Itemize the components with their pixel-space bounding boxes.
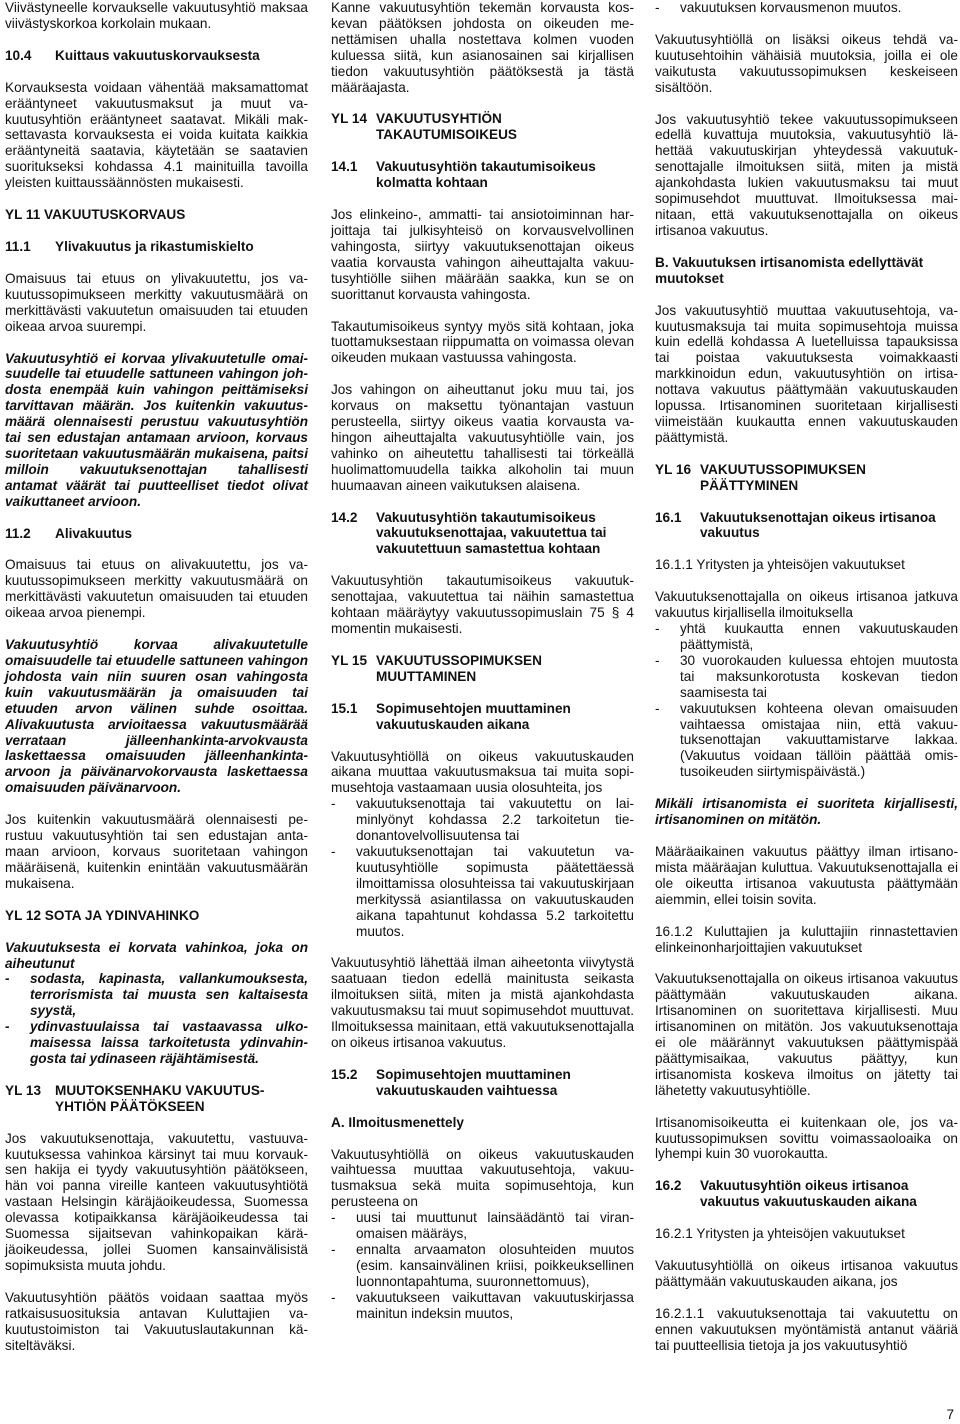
section-number: 11.2 [5,525,31,541]
list-item: - vakuutuksenottaja tai vakuutettu on laiminlyönyt kohdassa 2.2 tarkoitetun tiedonantovelvollisuutensa tai [331,796,634,844]
section-title: Vakuutusyhtiön takautumisoikeus kolmatta kohtaan [376,159,596,191]
paragraph: Omaisuus tai etuus on alivakuutettu, jos vakuutussopimukseen merkitty vakuutusmäärä on merkittävästi vakuutetun omaisuuden tai etuuden oikeaa arvoa pienempi. [5,557,308,621]
section-title: Vakuutuksenottajan oikeus irtisanoa vakuutus [700,509,936,541]
section-title: Sopimusehtojen muuttaminen vakuutuskauden aikana [376,700,571,732]
list-item: - ydinvastuulaissa tai vastaavassa ulkomaisessa laissa tarkoitetusta ydinvahingosta tai ydinaseen räjähtämisestä. [5,1019,308,1066]
list-item: - vakuutuksen kohteena olevan omaisuuden vaihtaessa omistajaa niin, että vakuutuksenottajan vakuuttamistarve lakkaa. (Vakuutus voidaan tällöin päättää omistusoikeuden siirtymispäivästä.) [655,700,958,780]
bullet-list [331,796,634,939]
subsection-label: 16.1.1 Yritysten ja yhteisöjen vakuutukset [655,557,905,573]
paragraph: Vakuutuksenottajalla on oikeus irtisanoa jatkuva vakuutus kirjallisella ilmoituksella [655,589,958,621]
bullet-list [655,621,958,780]
paragraph-emphasis: Vakuutusyhtiö ei korvaa ylivakuutetulle omaisuudelle tai etuudelle sattuneen vahingon johdosta enempää kuin vahingon peittämiseksi tarvittavan määrän. Jos kuitenkin vakuutusmäärä olennaisesti perustuu vakuutusyhtiön tai sen edustajan antamaan arvioon, korvaus suoritetaan vakuutusmäärän mukaisena, paitsi milloin vakuutuksenottajan tahallisesti antamat väärät tai puutteelliset tiedot olivat vaikuttaneet arvioon. [5,350,308,509]
paragraph: Jos elinkeino-, ammatti- tai ansiotoiminnan harjoittaja tai julkisyhteisö on korvausvelvollinen vahingosta, siirtyy vakuutuksenottajan oikeus vaatia korvausta vahingon aiheuttajalta vakuutusyhtiölle siihen määrään saakka, kun se on suorittanut korvausta vahingosta. [331,207,634,302]
section-heading-yl14 [331,111,634,143]
section-heading-14-2 [331,510,634,558]
list-item: - uusi tai muuttunut lainsäädäntö tai viranomaisen määräys, [331,1210,634,1242]
section-title: Kuittaus vakuutuskorvauksesta [55,47,260,63]
list-item: - ennalta arvaamaton olosuhteiden muutos (esim. kansainvälinen kriisi, poikkeuksellinen luonnontapahtuma, suuronnettomuus), [331,1242,634,1289]
section-title: VAKUUTUSYHTIÖN TAKAUTUMISOIKEUS [376,111,517,143]
section-heading-15-1 [331,701,634,733]
section-number: 15.1 [331,700,358,716]
paragraph: Vakuutuksenottajalla on oikeus irtisanoa vakuutus päättymään vakuutuskauden aikana. Irtisanominen on suoritettava kirjallisesti. Muu irtisanominen on mitätön. Jos vakuutuksenottaja ei ole määrännyt vakuutuksen päättymispää päättymisaikaa, vakuutus päättyy, kun irtisanomista koskeva ilmoitus on jätetty tai lähetetty vakuutusyhtiölle. [655,971,958,1098]
section-heading-15-2 [331,1067,634,1099]
bullet-list [655,0,958,16]
section-title: Ylivakuutus ja rikastumiskielto [55,238,254,254]
paragraph: Jos vakuutusyhtiö muuttaa vakuutusehtoja, vakuutusmaksuja tai muita sopimusehtoja muissa kuin edellä kohdassa A luetelluissa tapauksissa tai poistaa vakuutuksesta voimakkaasti markkinoidun edun, vakuutusyhtiön on irtisanottava vakuutus päättymään vakuutuskauden lopussa. Irtisanominen suoritetaan kirjallisesti viimeistään kuukautta ennen vakuutuskauden päättymistä. [655,302,958,445]
section-number: YL 13 [5,1082,42,1098]
section-title: YL 11 VAKUUTUSKORVAUS [5,207,186,223]
section-title: Vakuutusyhtiön takautumisoikeus vakuutuksenottajaa, vakuutettua tai vakuutettuun samastettua kohtaan [376,509,607,557]
paragraph: Kanne vakuutusyhtiön tekemän korvausta koskevan päätöksen johdosta on oikeuden menettämisen uhalla nostettava kolmen vuoden kuluessa siitä, kun asianosainen sai kirjallisen tiedon vakuutusyhtiön päätöksestä ja tästä määräajasta. [331,0,634,95]
section-number: 14.1 [331,159,358,175]
paragraph-emphasis: Vakuutuksesta ei korvata vahinkoa, joka on aiheutunut [5,939,308,971]
section-title: Alivakuutus [55,525,133,541]
page-number: 7 [946,1407,954,1422]
paragraph: Vakuutusyhtiöllä on oikeus vakuutuskauden aikana muuttaa vakuutusmaksua tai muita sopimusehtoja vastaamaan uusia olosuhteita, jos [331,748,634,796]
subsection-label: 16.2.1 Yritysten ja yhteisöjen vakuutukset [655,1226,905,1242]
paragraph: Jos kuitenkin vakuutusmäärä olennaisesti perustuu vakuutusyhtiön tai sen edustajan antamaan arvioon, korvaus suoritetaan vahingon määräisenä, kuitenkin enintään vakuutusmäärän mukaisena. [5,812,308,891]
paragraph: Määräaikainen vakuutus päättyy ilman irtisanomista määräajan kuluttua. Vakuutuksenottajalla ei ole oikeutta irtisanoa vakuutusta päättymään aiemmin, ellei toisin sovita. [655,843,958,907]
section-title: VAKUUTUSSOPIMUKSEN PÄÄTTYMINEN [700,461,866,493]
paragraph: Vakuutusyhtiön takautumisoikeus vakuutuksenottajaa, vakuutettua tai näihin samastettua kohtaan määräytyy vakuutussopimuslain 75 § 4 momentin mukaisesti. [331,573,634,636]
paragraph: Korvauksesta voidaan vähentää maksamattomat erääntyneet vakuutusmaksut ja muut vakuutusyhtiön erääntyneet saatavat. Mikäli maksettavasta korvauksesta ei voida kuitata kaikkia erääntyneitä saatavia, käytetään se saatavien suoritukseksi kohdassa 4.1 mainituilla tavoilla yleisten kuittaussäännösten mukaisesti. [5,79,308,191]
paragraph: Vakuutusyhtiön päätös voidaan saattaa myös ratkaisusuosituksia antavan Kuluttajien vakuutustoimiston tai Vakuutuslautakunnan käsiteltäväksi. [5,1289,308,1353]
paragraph-emphasis: Mikäli irtisanomista ei suoriteta kirjallisesti, irtisanominen on mitätön. [655,796,958,828]
list-item: - vakuutukseen vaikuttavan vakuutuskirjassa mainitun indeksin muutos, [331,1289,634,1321]
list-item: - vakuutuksenottajan tai vakuutetun vakuutusyhtiölle sopimusta päätettäessä ilmoittamissa olosuhteissa tai vakuutuskirjaan merkityssä asiantilassa on vakuutuskauden aikana tapahtunut kohdassa 5.2 tarkoitettu muutos. [331,843,634,939]
paragraph: Omaisuus tai etuus on ylivakuutettu, jos vakuutussopimukseen merkitty vakuutusmäärä on merkittävästi vakuutetun omaisuuden tai etuuden oikeaa arvoa suurempi. [5,270,308,334]
paragraph: Jos vakuutusyhtiö tekee vakuutussopimukseen edellä kuvattuja muutoksia, vakuutusyhtiö lähettää vakuutuskirjan yhteydessä vakuutuksenottajalle ilmoituksen siitä, miten ja mistä ajankohdasta lukien vakuutusmaksu tai muut sopimusehdot muuttuvat. Ilmoituksessa mainitaan, että vakuutuksenottajalla on oikeus irtisanoa vakuutus. [655,111,958,238]
section-number: 15.2 [331,1066,358,1082]
paragraph-emphasis: Vakuutusyhtiö korvaa alivakuutetulle omaisuudelle tai etuudelle sattuneen vahingon johdosta vain niin suuren osan vahingosta kuin vakuutusmäärän ja omaisuuden tai etuuden arvon välinen suhde osoittaa. Alivakuutusta arvioitaessa vakuutusmäärää verrataan jälleenhankinta-arvokvausta laskettaessa omaisuuden jälleenhankinta-arvoon ja päivänarvokorvausta laskettaessa omaisuuden päivänarvoon. [5,637,308,796]
section-title: MUUTOKSENHAKU VAKUUTUSYHTIÖN PÄÄTÖKSEEN [55,1082,265,1114]
list-item: - vakuutuksen korvausmenon muutos. [655,0,902,15]
paragraph: Jos vahingon on aiheuttanut joku muu tai, jos korvaus on maksettu työnantajan vastuun perusteella, siirtyy oikeus vaatia korvausta vahingon aiheuttajalta vakuutusyhtiölle vain, jos vahinko on aiheutettu tahallisesti tai törkeällä huolimattomuudella taikka alkoholin tai muun huumaavan aineen vaikutuksen alaisena. [331,382,634,493]
section-number: YL 15 [331,652,368,668]
paragraph: Vakuutusyhtiöllä on oikeus irtisanoa vakuutus päättymään vakuutuskauden aikana, jos [655,1258,958,1289]
paragraph: Viivästyneelle korvaukselle vakuutusyhtiö maksaa viivästyskorkoa korkolain mukaan. [5,0,308,31]
list-item: - yhtä kuukautta ennen vakuutuskauden päättymistä, [655,621,958,652]
paragraph: Vakuutusyhtiöllä on lisäksi oikeus tehdä vakuutusehtoihin vähäisiä muutoksia, joilla ei ole vaikutusta vakuutussopimuksen keskeiseen sisältöön. [655,31,958,95]
section-heading-yl15 [331,653,634,685]
section-number: 11.1 [5,238,31,254]
section-heading-yl16 [655,462,958,494]
section-title: Vakuutusyhtiön oikeus irtisanoa vakuutus vakuutuskauden aikana [700,1178,917,1210]
section-number: YL 16 [655,461,692,477]
list-item: - sodasta, kapinasta, vallankumouksesta, terrorismista tai muusta sen kaltaisesta syystä, [5,971,308,1019]
section-heading-14-1 [331,159,634,191]
paragraph: Vakuutusyhtiö lähettää ilman aiheetonta viivytystä saatuaan tiedon edellä mainitusta seikasta ilmoituksen siitä, miten ja mistä ajankohdasta vakuutusmaksu tai muut sopimusehdot muuttuvat. Ilmoituksessa mainitaan, että vakuutuksenottajalla on oikeus irtisanoa vakuutus. [331,955,634,1050]
section-title: Sopimusehtojen muuttaminen vakuutuskauden vaihtuessa [376,1066,571,1098]
section-number: 10.4 [5,47,32,63]
section-heading-yl11 [5,207,308,223]
column-3 [655,0,958,1370]
bullet-list [5,971,308,1066]
section-heading-11-1 [5,239,308,255]
paragraph: 16.2.1.1 vakuutuksenottaja tai vakuutettu on ennen vakuutuksen myöntämistä antanut vääriä tai puutteellisia tietoja ja jos vakuutusyhtiö [655,1305,958,1353]
section-number: 16.1 [655,509,682,525]
section-number: YL 14 [331,111,368,127]
column-2 [331,0,634,1338]
paragraph: Irtisanomisoikeutta ei kuitenkaan ole, jos vakuutussopimuksen sovittu voimassaoloaika on lyhempi kuin 30 vuorokautta. [655,1114,958,1162]
section-heading-yl12 [5,908,308,924]
section-title: B. Vakuutuksen irtisanomista edellyttävät muutokset [655,254,924,286]
subsection-heading-a [331,1115,634,1131]
subsection-heading-b [655,255,958,287]
subsection-label: 16.1.2 Kuluttajien ja kuluttajiin rinnastettavien elinkeinonharjoittajien vakuutukset [655,923,958,955]
list-item: - 30 vuorokauden kuluessa ehtojen muutosta tai maksunkorotusta koskevan tiedon saamisesta tai [655,652,958,700]
paragraph: Jos vakuutuksenottaja, vakuutettu, vastuuvakuutuksessa vahinkoa kärsinyt tai muu korvauksen hakija ei tyydy vakuutusyhtiön päätökseen, hän voi panna vireille kanteen vakuutusyhtiötä vastaan Helsingin käräjäoikeudessa, Suomessa olevassa kotipaikkansa käräjäoikeudessa tai Suomessa sijaitsevan vahinkopaikan käräjäoikeudessa, jollei Suomen kansainvälisistä sopimuksista muuta johdu. [5,1130,308,1273]
section-title: VAKUUTUSSOPIMUKSEN MUUTTAMINEN [376,652,542,684]
section-heading-16-1 [655,510,958,542]
section-heading-yl13 [5,1083,308,1115]
section-heading-10-4 [5,48,308,64]
section-title: YL 12 SOTA JA YDINVAHINKO [5,907,200,923]
paragraph: Vakuutusyhtiöllä on oikeus vakuutuskauden vaihtuessa muuttaa vakuutusehtoja, vakuutusmaksua sekä muita sopimusehtoja, kun perusteena on [331,1146,634,1210]
bullet-list [331,1210,634,1321]
column-1 [5,0,308,1369]
section-heading-16-2 [655,1178,958,1210]
section-title: A. Ilmoitusmenettely [331,1114,464,1130]
section-heading-11-2 [5,526,308,542]
paragraph: Takautumisoikeus syntyy myös sitä kohtaan, joka tuottamuksestaan riippumatta on voimassa olevan oikeuden mukaan vastuussa vahingosta. [331,318,634,366]
section-number: 14.2 [331,509,358,525]
section-number: 16.2 [655,1178,682,1194]
